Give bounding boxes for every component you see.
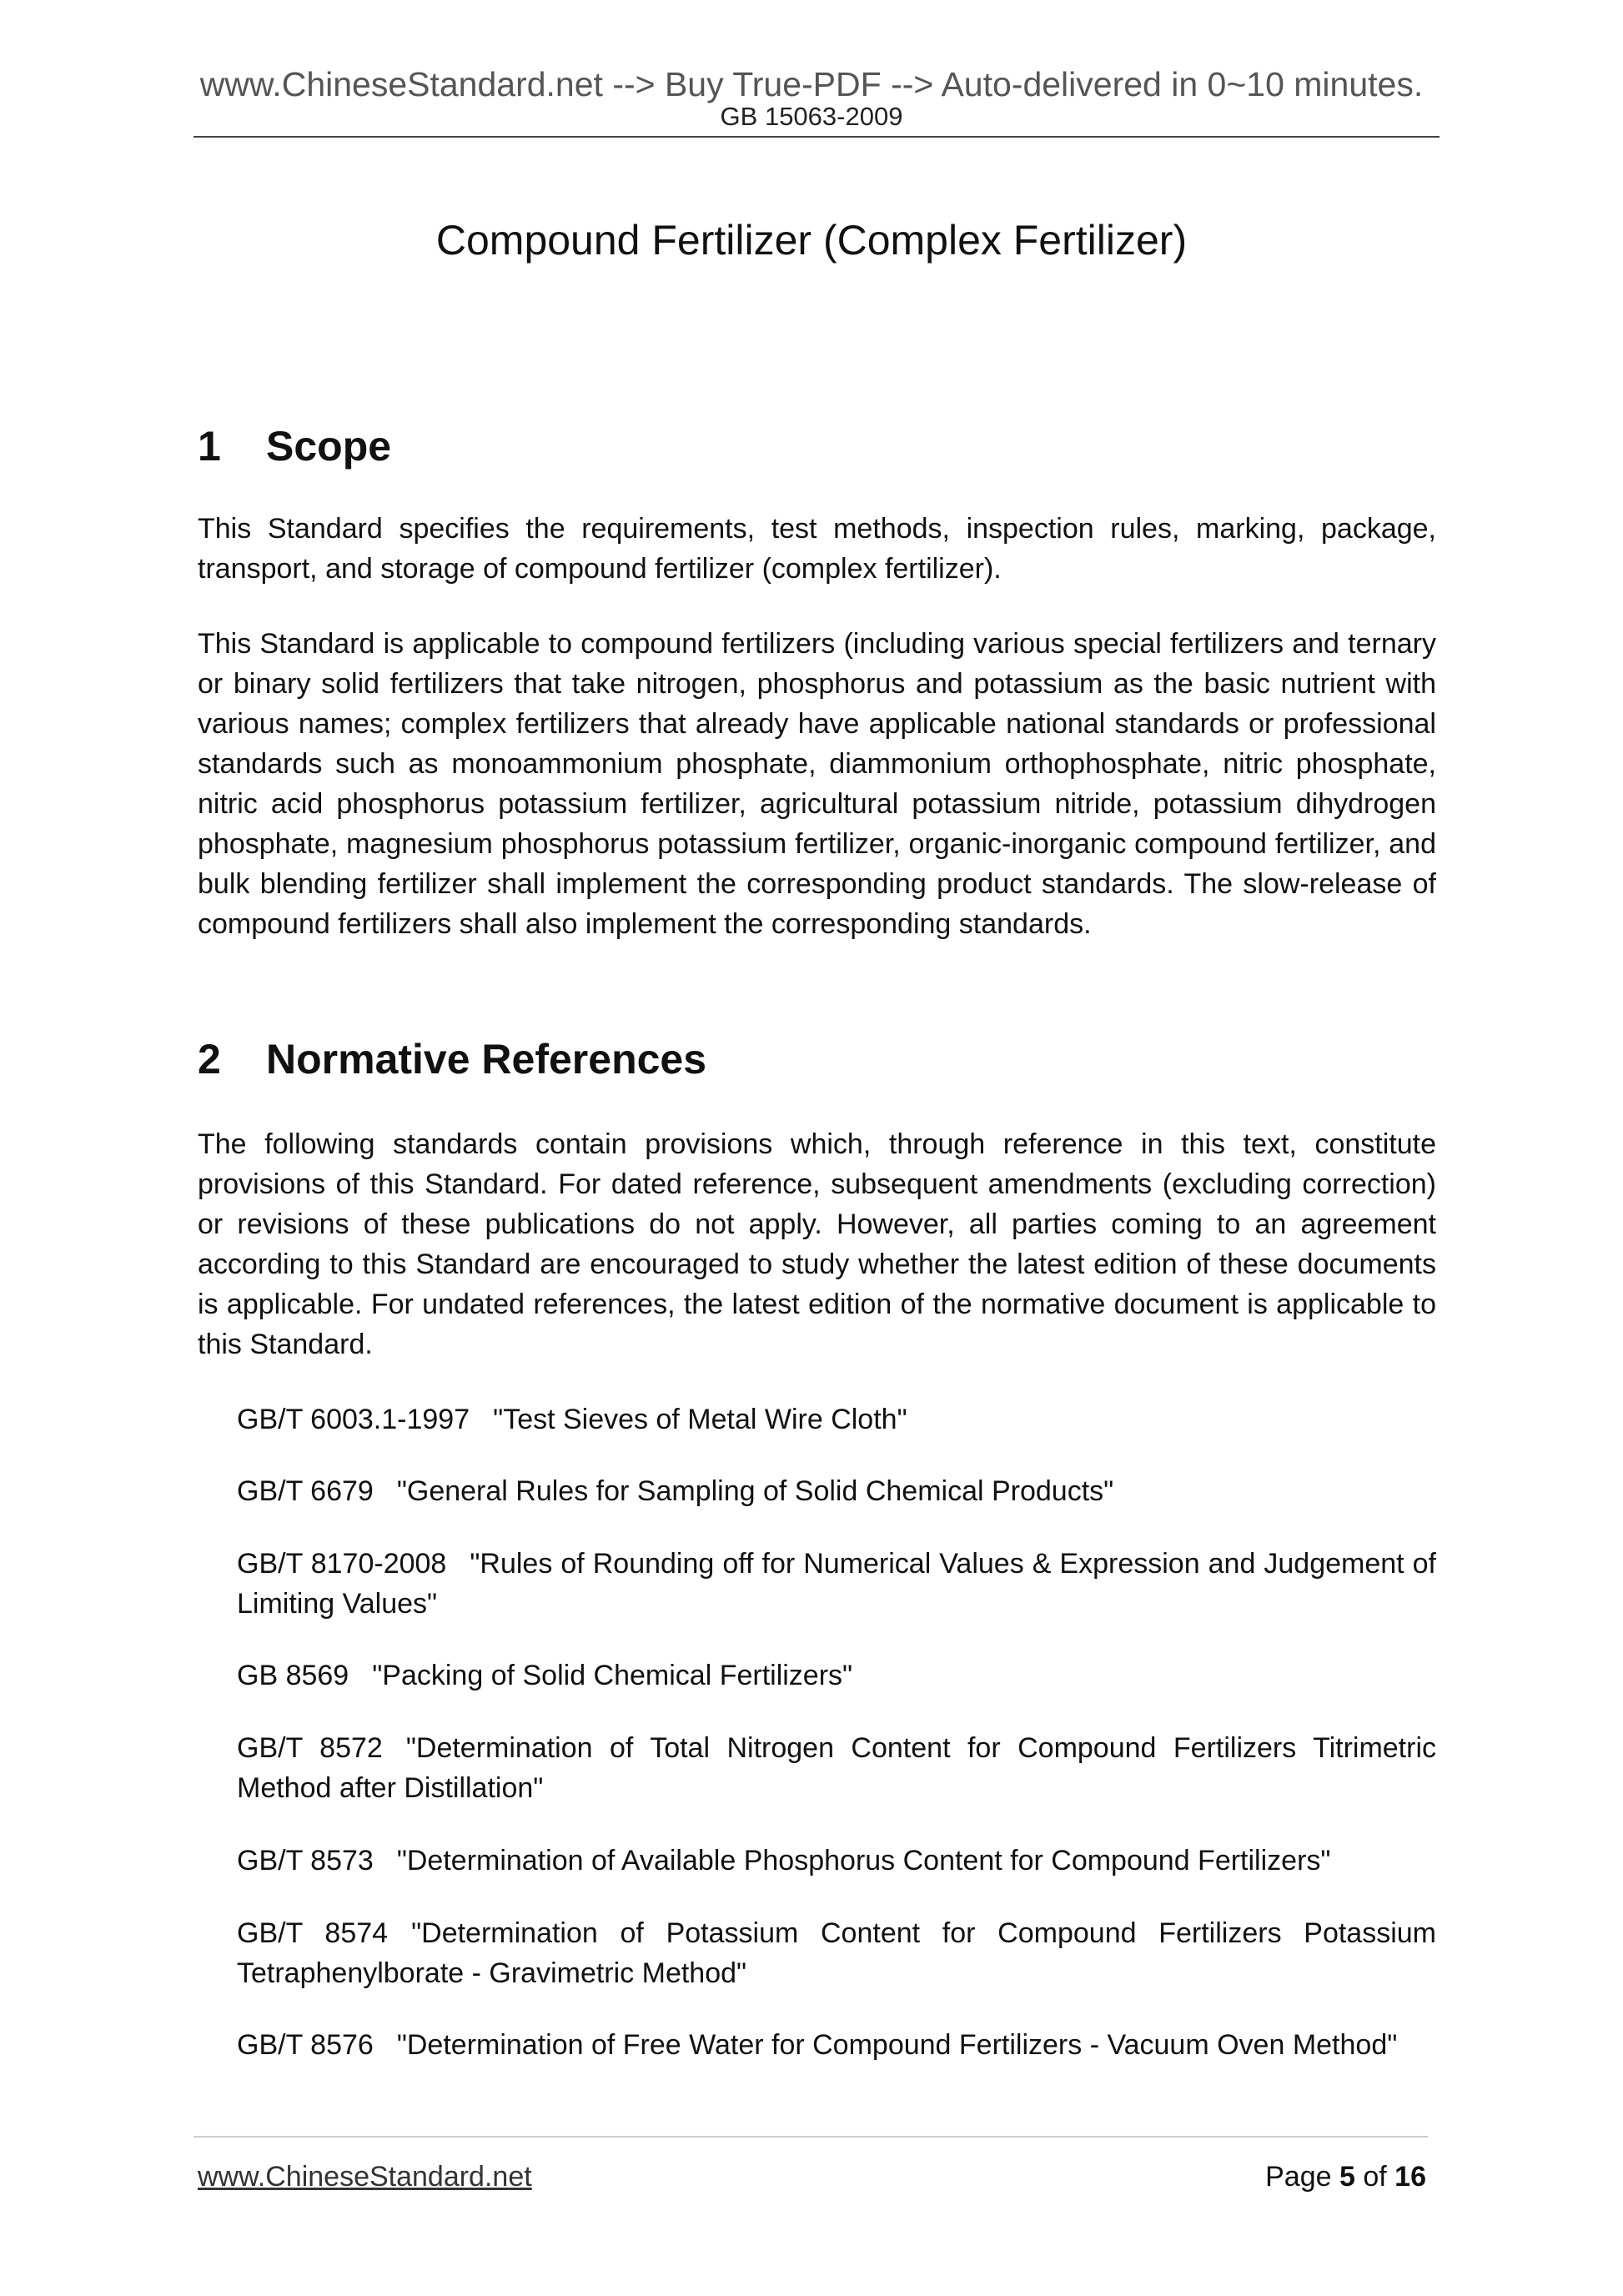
reference-item <box>237 1728 1436 1808</box>
reference-title: "Test Sieves of Metal Wire Cloth" <box>493 1404 907 1435</box>
reference-code: GB 8569 <box>237 1660 349 1691</box>
reference-item <box>237 1841 1436 1881</box>
section-heading-scope <box>198 421 391 471</box>
section-title: Normative References <box>266 1036 707 1083</box>
reference-code: GB/T 8576 <box>237 2029 374 2061</box>
reference-item <box>237 1471 1436 1511</box>
reference-code: GB/T 8170-2008 <box>237 1548 447 1580</box>
reference-item <box>237 2025 1436 2065</box>
reference-item <box>237 1399 1436 1439</box>
reference-code: GB/T 8572 <box>237 1732 383 1764</box>
paragraph: This Standard specifies the requirements, test methods, inspection rules, marking, package, transport, and storage of compound fertilizer (complex fertilizer). <box>198 513 1436 585</box>
reference-title: "Determination of Free Water for Compound Fertilizers - Vacuum Oven Method" <box>396 2029 1398 2061</box>
page-prefix: Page <box>1265 2161 1332 2193</box>
reference-code: GB/T 8573 <box>237 1845 374 1876</box>
current-page: 5 <box>1339 2161 1355 2193</box>
reference-title: "Determination of Available Phosphorus Content for Compound Fertilizers" <box>396 1845 1331 1876</box>
reference-title: "Packing of Solid Chemical Fertilizers" <box>372 1660 853 1691</box>
section-number: 2 <box>198 1036 221 1083</box>
reference-item <box>237 1913 1436 1993</box>
header-divider <box>193 136 1440 138</box>
section-heading-normative-references <box>198 1034 706 1084</box>
total-pages: 16 <box>1394 2161 1426 2193</box>
document-title: Compound Fertilizer (Complex Fertilizer) <box>435 217 1188 264</box>
paragraph: This Standard is applicable to compound fertilizers (including various special fertilizers and ternary or binary solid fertilizers that take nitrogen, phosphorus and potassium as the basic nutrient with various names; complex fertilizers that already have applicable national standards or professional standards such as monoammonium phosphate, diammonium orthophosphate, nitric phosphate, nitric acid phosphorus potassium fertilizer, agricultural potassium nitride, potassium dihydrogen phosphate, magnesium phosphorus potassium fertilizer, organic-inorganic compound fertilizer, and bulk blending fertilizer shall implement the corresponding product standards. The slow-release of compound fertilizers shall also implement the corresponding standards. <box>198 628 1436 940</box>
reference-title: "General Rules for Sampling of Solid Chemical Products" <box>396 1475 1114 1507</box>
reference-code: GB/T 6679 <box>237 1475 374 1507</box>
reference-code: GB/T 6003.1-1997 <box>237 1404 470 1435</box>
reference-code: GB/T 8574 <box>237 1917 389 1949</box>
reference-item <box>237 1544 1436 1624</box>
reference-item <box>237 1655 1436 1696</box>
footer-divider <box>193 2136 1428 2138</box>
reference-title: "Determination of Total Nitrogen Content for Compound Fertilizers Titrimetric Method after Distillation" <box>237 1732 1437 1804</box>
standard-number: GB 15063-2009 <box>720 102 903 131</box>
section-title: Scope <box>266 423 392 470</box>
page-of: of <box>1363 2161 1387 2193</box>
site-banner: www.ChineseStandard.net --> Buy True-PDF --> Auto-delivered in 0~10 minutes. <box>199 65 1424 103</box>
footer-website-link[interactable]: www.ChineseStandard.net <box>198 2161 532 2193</box>
reference-title: "Determination of Potassium Content for Compound Fertilizers Potassium Tetraphenylborate - Gravimetric Method" <box>237 1917 1436 1989</box>
paragraph: The following standards contain provisions which, through reference in this text, constitute provisions of this Standard. For dated reference, subsequent amendments (excluding correction) or revisions of these publications do not apply. However, all parties coming to an agreement according to this Standard are encouraged to study whether the latest edition of these documents is applicable. For undated references, the latest edition of the normative document is applicable to this Standard. <box>198 1128 1436 1360</box>
reference-title: "Rules of Rounding off for Numerical Values & Expression and Judgement of Limiting Values" <box>237 1548 1436 1620</box>
section-number: 1 <box>198 423 221 470</box>
page-indicator <box>1265 2160 1426 2193</box>
